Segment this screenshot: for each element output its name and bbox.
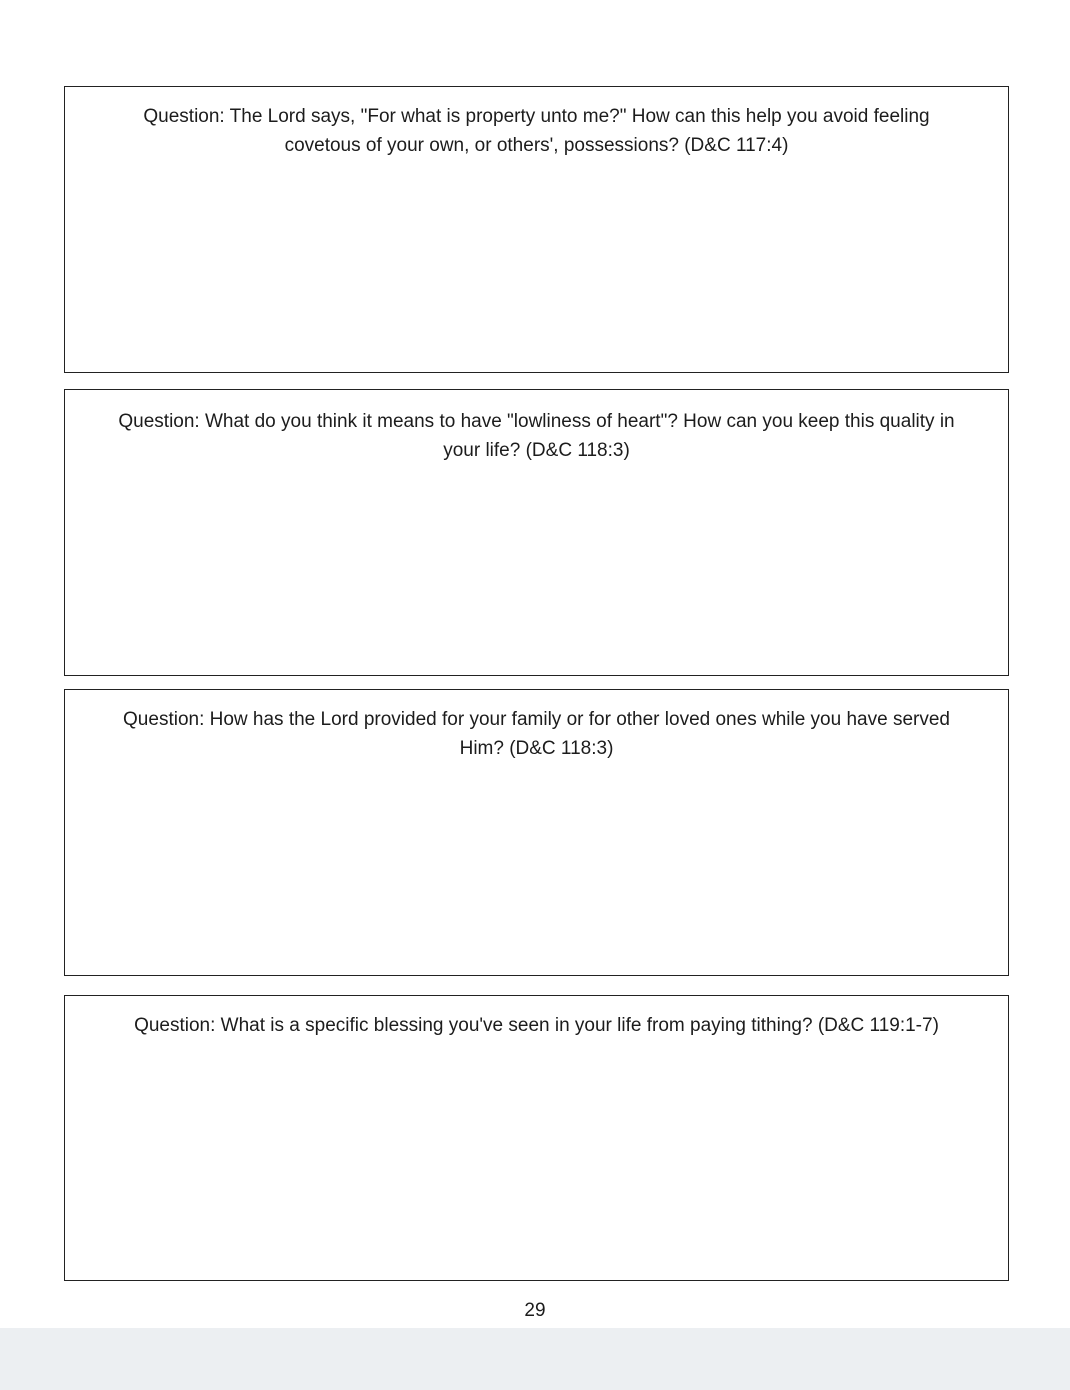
- question-answer-box-1[interactable]: [64, 86, 1009, 373]
- viewer-background: [0, 1328, 1070, 1390]
- question-answer-box-4[interactable]: [64, 995, 1009, 1281]
- question-answer-box-3[interactable]: [64, 689, 1009, 976]
- question-text-3: Question: How has the Lord provided for your family or for other loved ones while you have served Him? (D&C 118:3): [123, 709, 950, 759]
- question-text-2: Question: What do you think it means to have "lowliness of heart"? How can you keep this quality in your life? (D&C 118:3): [118, 411, 955, 461]
- question-text-4: Question: What is a specific blessing you've seen in your life from paying tithing? (D&C 119:1-7): [134, 1015, 939, 1036]
- question-text-1: Question: The Lord says, "For what is property unto me?" How can this help you avoid feeling covetous of your own, or others', possessions? (D&C 117:4): [143, 106, 930, 156]
- question-answer-box-2[interactable]: [64, 389, 1009, 676]
- page-number: 29: [524, 1300, 546, 1321]
